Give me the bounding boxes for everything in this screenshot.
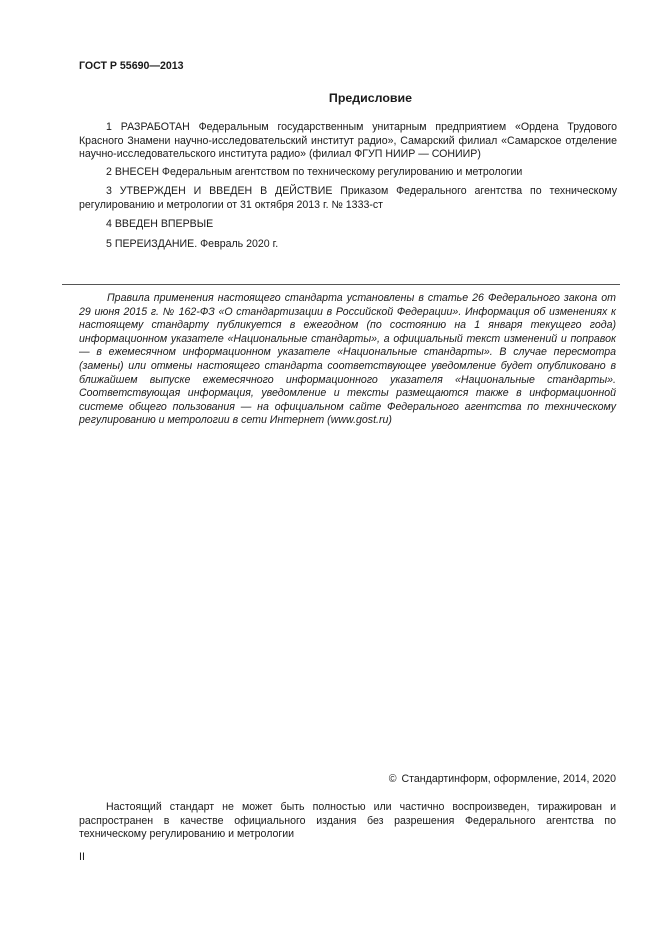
preface-item-3: 3 УТВЕРЖДЕН И ВВЕДЕН В ДЕЙСТВИЕ Приказом Федерального агентства по техническому регулированию и метрологии от 31 октября 2013 г. № 1333-ст — [79, 185, 617, 211]
preface-item-4: 4 ВВЕДЕН ВПЕРВЫЕ — [106, 218, 214, 230]
application-rules-notice: Правила применения настоящего стандарта установлены в статье 26 Федерального закона от 29 июня 2015 г. № 162-ФЗ «О стандартизации в Российской Федерации». Информация об изменениях к настоящему стандарту публикуется в ежегодном (по состоянию на 1 января текущего года) информационном указателе «Национальные стандарты», а официальный текст изменений и поправок — в ежемесячном информационном указателе «Национальные стандарты». В случае пересмотра (замены) или отмены настоящего стандарта соответствующее уведомление будет опубликовано в ближайшем выпуске ежемесячного информационного указателя «Национальные стандарты». Соответствующая информация, уведомление и тексты размещаются также в информационной системе общего пользования — на официальном сайте Федерального агентства по техническому регулированию и метрологии в сети Интернет (www.gost.ru) — [79, 292, 616, 427]
section-divider — [62, 284, 620, 285]
preface-title: Предисловие — [328, 91, 413, 105]
preface-item-5: 5 ПЕРЕИЗДАНИЕ. Февраль 2020 г. — [106, 238, 279, 250]
preface-item-2: 2 ВНЕСЕН Федеральным агентством по техническому регулированию и метрологии — [106, 166, 523, 178]
page-number: II — [79, 851, 85, 863]
preface-item-1: 1 РАЗРАБОТАН Федеральным государственным унитарным предприятием «Ордена Трудового Красного Знамени научно-исследовательский институт радио», Самарский филиал «Самарское отделение научно-исследовательского института радио» (филиал ФГУП НИИР — СОНИИР) — [79, 121, 617, 161]
standard-code: ГОСТ Р 55690—2013 — [79, 60, 184, 72]
copyright-line — [389, 773, 616, 787]
copyright-text: Стандартинформ, оформление, 2014, 2020 — [401, 773, 616, 785]
copyright-icon: © — [388, 773, 397, 785]
reproduction-notice: Настоящий стандарт не может быть полностью или частично воспроизведен, тиражирован и распространен в качестве официального издания без разрешения Федерального агентства по техническому регулированию и метрологии — [79, 801, 616, 841]
